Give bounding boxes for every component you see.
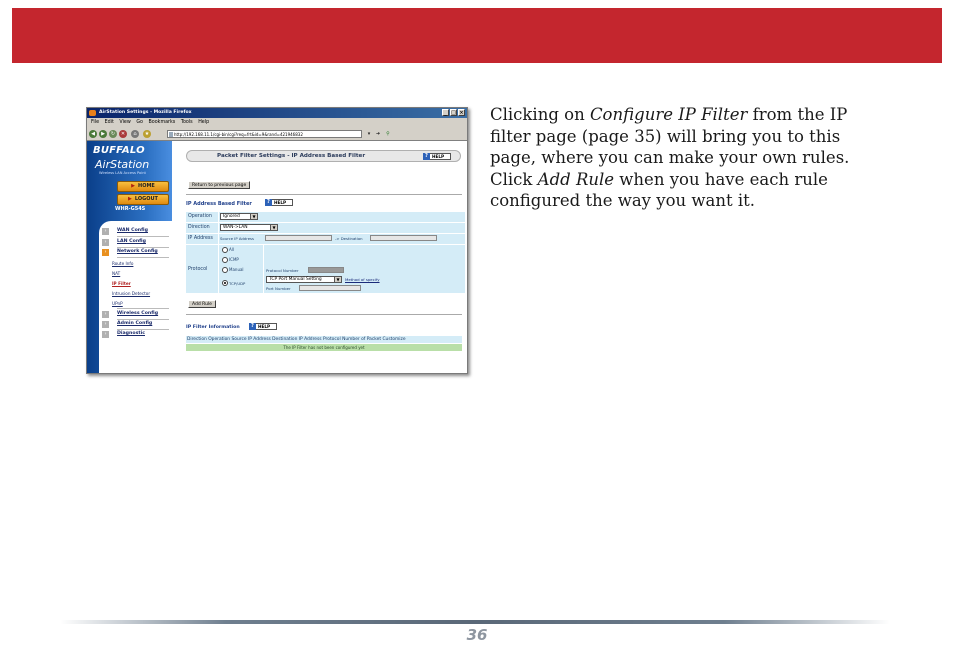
filter-table-empty-row: The IP Filter has not been configured yet xyxy=(186,344,462,351)
source-ip-input[interactable] xyxy=(265,235,332,241)
page-title: Packet Filter Settings - IP Address Based Filter xyxy=(217,153,366,159)
url-bar[interactable] xyxy=(167,130,362,138)
protocol-number-label: Protocol Number xyxy=(266,268,299,273)
radio-icmp-label: ICMP xyxy=(229,257,239,262)
sidebar-item-wireless-config[interactable]: Wireless Config xyxy=(117,311,159,316)
add-rule-button[interactable]: Add Rule xyxy=(188,300,216,308)
sidebar-item-lan-config[interactable]: LAN Config xyxy=(117,239,146,244)
arrow-icon: ▶ xyxy=(131,183,136,189)
window-titlebar xyxy=(87,108,467,118)
sidebar-item-diagnostic[interactable]: Diagnostic xyxy=(117,331,145,336)
operation-select[interactable]: Ignored ▼ xyxy=(220,213,258,220)
nav-toolbar xyxy=(87,128,467,141)
chevron-right-icon: › xyxy=(102,311,109,318)
forward-icon[interactable]: ▶ xyxy=(99,130,107,138)
section-title-info: IP Filter Information xyxy=(186,325,240,330)
brand-logo: BUFFALO xyxy=(93,145,145,156)
menu-tools[interactable]: Tools xyxy=(180,120,193,125)
footer-divider xyxy=(60,620,890,624)
protocol-label: Protocol xyxy=(188,267,208,272)
sidebar-item-intrusion-detector[interactable]: Intrusion Detector xyxy=(112,291,151,296)
settings-content xyxy=(172,141,467,373)
url-text: http://192.168.11.1/cgi-bin/cgi?req=frt&id=9&rand=421946832 xyxy=(174,132,303,137)
menu-file[interactable]: File xyxy=(91,120,100,125)
sidebar-item-upnp[interactable]: UPnP xyxy=(112,301,123,306)
filter-table-header: Direction Operation Source IP Address Destination IP Address Protocol Number of Packet Customize xyxy=(186,336,462,343)
menu-bookmarks[interactable]: Bookmarks xyxy=(148,120,176,125)
firefox-icon xyxy=(89,110,96,116)
product-subtitle: Wireless LAN Access Point xyxy=(99,171,146,175)
chevron-right-icon: › xyxy=(102,321,109,328)
chevron-right-icon: › xyxy=(102,239,109,246)
help-icon: ? xyxy=(265,199,272,206)
sidebar-item-route-info[interactable]: Route Info xyxy=(112,261,134,266)
radio-tcpudp[interactable] xyxy=(222,280,228,286)
instruction-text xyxy=(490,104,890,212)
radio-all-label: All xyxy=(229,247,234,252)
sidebar-item-network-config[interactable]: Network Config xyxy=(117,249,158,254)
sidebar-item-wan-config[interactable]: WAN Config xyxy=(117,228,148,233)
help-button-header[interactable]: ? HELP xyxy=(423,153,451,160)
bookmark-icon[interactable]: ★ xyxy=(144,131,150,137)
menu-edit[interactable]: Edit xyxy=(104,120,114,125)
sidebar-item-nat[interactable]: NAT xyxy=(112,271,121,276)
desc-part2: from the IP filter page (page 35) will bring you to this page, where you can make your own rules. Click xyxy=(490,105,850,189)
model-name: WHR-G54S xyxy=(115,206,146,212)
operation-label: Operation xyxy=(188,214,212,219)
sidebar-item-ip-filter[interactable]: IP Filter xyxy=(112,281,131,286)
chevron-down-icon: ▼ xyxy=(270,225,277,230)
sidebar-nav xyxy=(99,221,172,373)
home-button[interactable]: ▶ HOME xyxy=(117,181,169,192)
go-icon[interactable]: ➜ xyxy=(375,131,381,137)
menu-bar xyxy=(87,118,467,128)
help-button-info[interactable]: ? HELP xyxy=(249,323,277,330)
chevron-down-icon: ▼ xyxy=(250,214,257,219)
source-ip-label: Source IP Address xyxy=(220,236,254,241)
header-banner xyxy=(12,8,942,63)
logout-button[interactable]: ▶ LOGOUT xyxy=(117,194,169,205)
router-sidebar xyxy=(87,141,172,373)
chevron-right-icon: › xyxy=(102,228,109,235)
dropdown-icon[interactable]: ▾ xyxy=(367,131,371,137)
product-name: AirStation xyxy=(95,158,150,171)
help-icon: ? xyxy=(249,323,256,330)
menu-view[interactable]: View xyxy=(119,120,131,125)
minimize-button[interactable]: _ xyxy=(442,109,449,116)
port-number-label: Port Number xyxy=(266,286,291,291)
desc-configure-ip-filter: Configure IP Filter xyxy=(589,105,748,124)
radio-manual[interactable] xyxy=(222,267,228,273)
menu-help[interactable]: Help xyxy=(198,120,210,125)
desc-part1: Clicking on xyxy=(490,105,590,124)
home-icon[interactable]: ⌂ xyxy=(131,130,139,138)
ip-address-label: IP Address xyxy=(188,236,213,241)
destination-ip-input[interactable] xyxy=(370,235,437,241)
section-title-filter: IP Address Based Filter xyxy=(186,201,252,207)
radio-tcpudp-label: TCP/UDP xyxy=(229,281,246,286)
chevron-down-icon: ▼ xyxy=(334,277,341,282)
desc-part3: when you have each rule configured the way you want it. xyxy=(490,169,828,210)
arrow-icon: ▶ xyxy=(128,196,132,202)
page-number: 36 xyxy=(466,626,488,644)
help-icon: ? xyxy=(423,153,430,160)
help-button-filter[interactable]: ? HELP xyxy=(265,199,293,206)
browser-screenshot xyxy=(86,107,468,374)
sidebar-item-admin-config[interactable]: Admin Config xyxy=(117,321,153,326)
close-button[interactable]: × xyxy=(459,110,464,116)
desc-add-rule: Add Rule xyxy=(537,169,615,189)
direction-select[interactable]: WAN->LAN ▼ xyxy=(220,224,278,231)
window-title: AirStation Settings - Mozilla Firefox xyxy=(99,110,192,115)
back-icon[interactable]: ◀ xyxy=(89,130,97,138)
search-icon[interactable]: ⚲ xyxy=(386,131,390,137)
reload-icon[interactable]: ↻ xyxy=(110,131,116,137)
destination-label: -> Destination xyxy=(335,236,363,241)
chevron-down-icon: › xyxy=(102,249,109,256)
port-number-input[interactable] xyxy=(299,285,361,291)
stop-icon[interactable]: ✕ xyxy=(120,131,126,137)
page-header-bar xyxy=(186,150,461,162)
method-of-specify-link[interactable]: Method of specify xyxy=(345,277,380,282)
radio-icmp[interactable] xyxy=(222,257,228,263)
menu-go[interactable]: Go xyxy=(136,120,143,125)
maximize-button[interactable]: □ xyxy=(451,110,456,116)
protocol-number-input[interactable] xyxy=(308,267,344,273)
radio-manual-label: Manual xyxy=(229,267,244,272)
return-button[interactable]: Return to previous page xyxy=(188,181,250,189)
chevron-right-icon: › xyxy=(102,331,109,338)
radio-all[interactable] xyxy=(222,247,228,253)
port-setting-select[interactable]: TCP Port Manual Setting ▼ xyxy=(266,276,342,283)
direction-label: Direction xyxy=(188,225,210,230)
page-icon xyxy=(169,132,173,137)
